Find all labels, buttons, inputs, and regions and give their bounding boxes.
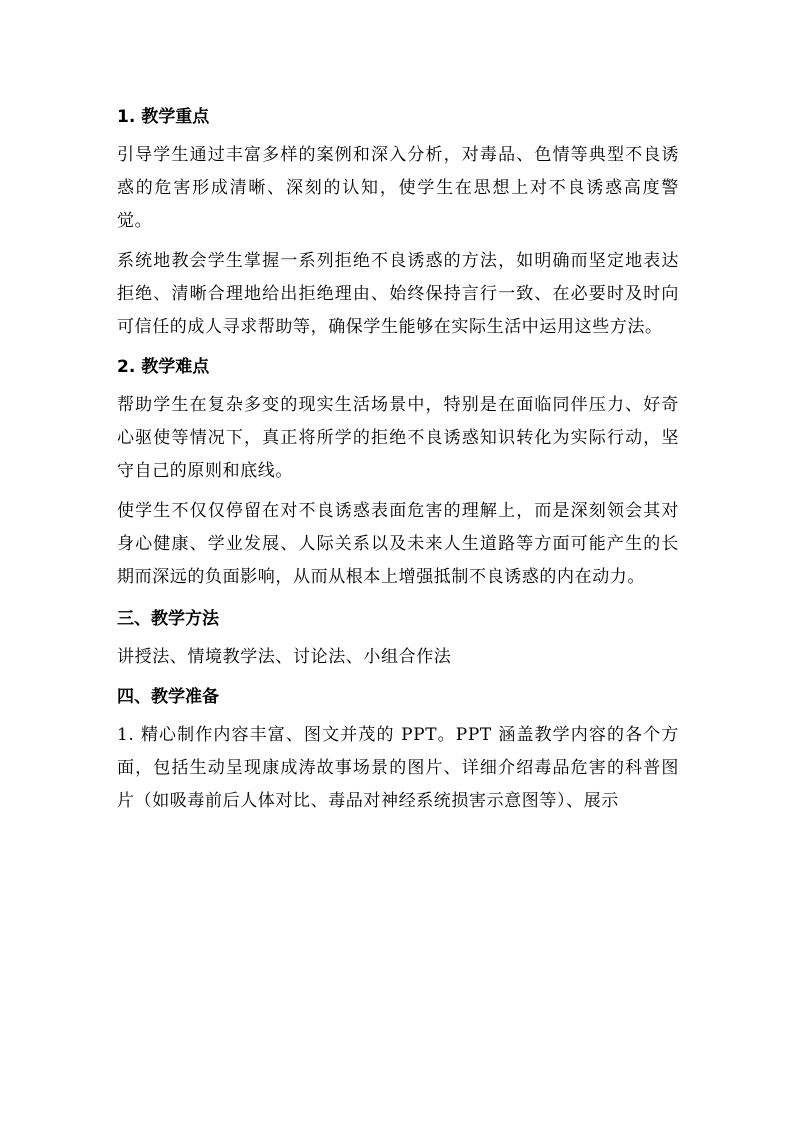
document-page xyxy=(117,100,679,820)
heading-preparation: 四、教学准备 xyxy=(117,687,219,707)
paragraph-key-points-2: 系统地教会学生掌握一系列拒绝不良诱惑的方法，如明确而坚定地表达拒绝、清晰合理地给出拒绝理由、始终保持言行一致、在必要时及时向可信任的成人寻求帮助等，确保学生能够在实际生活中运用这些方法。 xyxy=(117,251,679,337)
heading-key-points: 1. 教学重点 xyxy=(117,107,210,127)
paragraph-key-points-1: 引导学生通过丰富多样的案例和深入分析，对毒品、色情等典型不良诱惑的危害形成清晰、深刻的认知，使学生在思想上对不良诱惑高度警觉。 xyxy=(117,145,679,231)
paragraph-preparation-1: 1. 精心制作内容丰富、图文并茂的 PPT。PPT 涵盖教学内容的各个方面，包括生动呈现康成涛故事场景的图片、详细介绍毒品危害的科普图片（如吸毒前后人体对比、毒品对神经系统损害示意图等）、展示 xyxy=(117,725,679,811)
heading-methods: 三、教学方法 xyxy=(117,609,219,629)
paragraph-difficulties-2: 使学生不仅仅停留在对不良诱惑表面危害的理解上，而是深刻领会其对身心健康、学业发展、人际关系以及未来人生道路等方面可能产生的长期而深远的负面影响，从而从根本上增强抵制不良诱惑的内在动力。 xyxy=(117,501,679,587)
heading-difficulties: 2. 教学难点 xyxy=(117,357,210,377)
paragraph-methods: 讲授法、情境教学法、讨论法、小组合作法 xyxy=(117,647,452,667)
paragraph-difficulties-1: 帮助学生在复杂多变的现实生活场景中，特别是在面临同伴压力、好奇心驱使等情况下，真正将所学的拒绝不良诱惑知识转化为实际行动，坚守自己的原则和底线。 xyxy=(117,395,679,481)
